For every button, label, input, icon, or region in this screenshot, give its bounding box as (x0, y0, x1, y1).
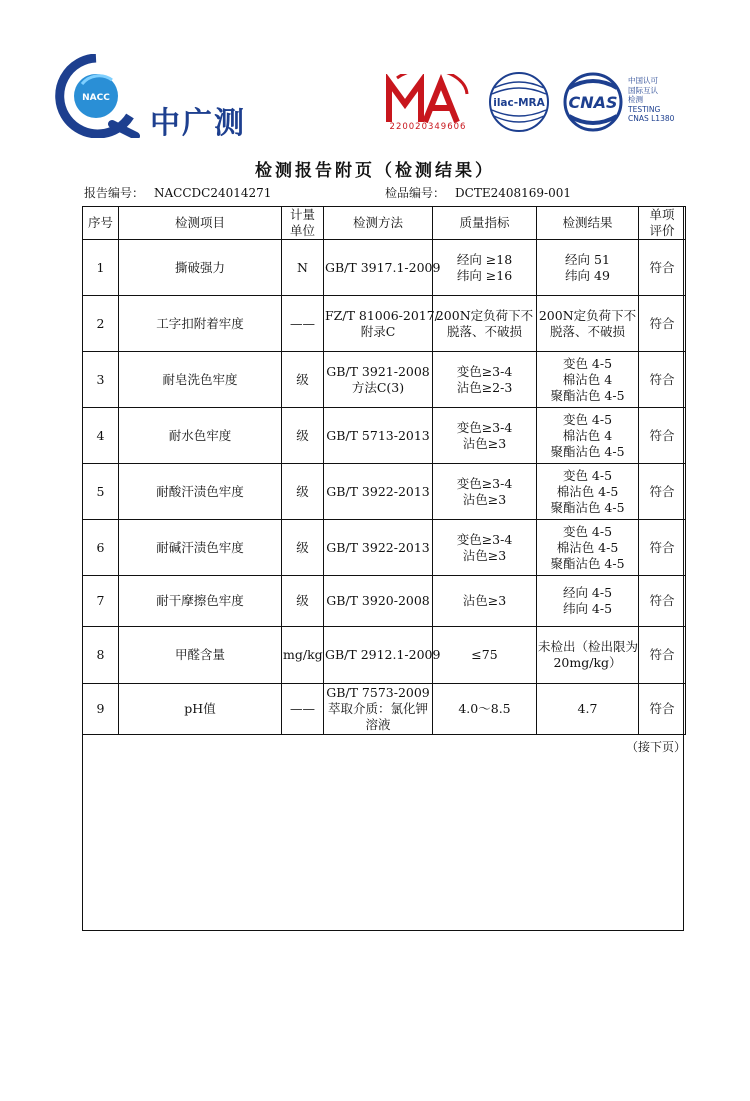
cell-seq: 8 (83, 627, 119, 684)
cell-method (324, 627, 441, 684)
table-row (83, 576, 686, 627)
cell-seq: 5 (83, 464, 119, 520)
cell-result-line: 聚酯沾色 4-5 (550, 387, 625, 403)
cnas-text: CNAS (568, 93, 618, 112)
cell-judge: 符合 (639, 520, 686, 576)
cell-seq: 7 (83, 576, 119, 627)
cell-result (537, 576, 639, 627)
cnas-line: CNAS L1380 (628, 114, 675, 123)
cell-result-line: 脱落、不破损 (549, 323, 625, 339)
cell-result (537, 296, 639, 352)
header-seq: 序号 (83, 207, 119, 240)
cell-method-line: GB/T 5713-2013 (326, 427, 430, 443)
cell-seq: 1 (83, 240, 119, 296)
cell-seq: 2 (83, 296, 119, 352)
report-number-label: 报告编号： (84, 186, 145, 200)
cell-method-line: GB/T 3920-2008 (326, 593, 430, 608)
cell-result-line: 变色 4-5 (562, 355, 613, 371)
cell-result-line: 200N定负荷下不 (538, 307, 637, 323)
cell-result (537, 240, 639, 296)
cell-unit: 级 (282, 408, 324, 464)
cell-result-line: 4.7 (577, 701, 598, 716)
cell-result (537, 352, 639, 408)
cnas-accreditation-info (628, 76, 674, 124)
report-number-value: NACCDC24014271 (154, 186, 272, 200)
cell-standard-line: 沾色≥2-3 (456, 379, 513, 395)
cell-method-line: GB/T 3921-2008 (326, 363, 430, 379)
cell-result-line: 聚酯沾色 4-5 (550, 443, 625, 459)
cell-item: 耐酸汗渍色牢度 (119, 464, 282, 520)
cell-judge: 符合 (639, 408, 686, 464)
continued-note: （接下页） (626, 740, 687, 754)
cell-result-line: 经向 4-5 (562, 585, 613, 600)
header-unit: 计量 单位 (282, 207, 324, 240)
cell-method (324, 240, 441, 296)
cell-standard (433, 352, 537, 408)
page-title: 检测报告附页（检测结果） (255, 161, 495, 181)
cell-method (324, 520, 433, 576)
cell-item: 工字扣附着牢度 (119, 296, 282, 352)
cell-standard-line: 变色≥3-4 (456, 531, 513, 547)
cell-result (537, 520, 639, 576)
header-item: 检测项目 (119, 207, 282, 240)
header-judge: 单项 评价 (639, 207, 686, 240)
cell-result-line: 经向 51 (565, 251, 610, 267)
cell-standard-line: 沾色≥3 (462, 435, 507, 451)
table-row (83, 352, 686, 408)
cell-judge: 符合 (639, 576, 686, 627)
cell-standard-line: 脱落、不破损 (446, 323, 522, 339)
cell-judge: 符合 (639, 296, 686, 352)
ilac-mra-logo-icon (486, 70, 552, 134)
cell-judge: 符合 (639, 684, 686, 735)
cell-result (537, 627, 639, 684)
nacc-logo-text: NACC (82, 93, 110, 103)
cell-item: 耐皂洗色牢度 (119, 352, 282, 408)
cell-item: 甲醛含量 (119, 627, 282, 684)
results-table (82, 206, 686, 735)
cell-method (324, 408, 433, 464)
cell-result-line: 聚酯沾色 4-5 (550, 499, 625, 515)
cell-result (537, 684, 639, 735)
cell-judge: 符合 (639, 627, 686, 684)
cell-method-line: 附录C (360, 323, 396, 339)
cell-result-line: 聚酯沾色 4-5 (550, 555, 625, 571)
cell-standard (433, 684, 537, 735)
nacc-logo-icon (52, 54, 140, 138)
cell-unit: 级 (282, 576, 324, 627)
cell-standard (433, 408, 537, 464)
cell-result-line: 未检出（检出限为 (538, 639, 639, 654)
cell-standard-line: 变色≥3-4 (456, 475, 513, 491)
header-standard: 质量指标 (433, 207, 537, 240)
table-row (83, 464, 686, 520)
cell-result-line: 变色 4-5 (562, 467, 613, 483)
sample-number (385, 184, 571, 201)
cell-result-line: 纬向 4-5 (562, 601, 613, 616)
cell-seq: 3 (83, 352, 119, 408)
cell-item: pH值 (119, 684, 282, 735)
cell-standard-line: 变色≥3-4 (456, 419, 513, 435)
cell-method (324, 464, 433, 520)
cell-judge: 符合 (639, 464, 686, 520)
cell-standard (433, 464, 537, 520)
cell-item: 耐干摩擦色牢度 (119, 576, 282, 627)
cell-standard (433, 627, 537, 684)
sample-number-value: DCTE2408169-001 (455, 186, 571, 200)
report-number (84, 184, 271, 201)
cell-result (537, 408, 639, 464)
cell-method-line: 方法C(3) (351, 379, 405, 395)
cell-standard-line: 沾色≥3 (462, 593, 507, 608)
cell-result (537, 464, 639, 520)
table-row (83, 520, 686, 576)
table-row (83, 296, 686, 352)
cell-method-line: GB/T 3922-2013 (326, 483, 430, 499)
cell-result-line: 棉沾色 4 (562, 371, 613, 387)
cell-item: 撕破强力 (119, 240, 282, 296)
cell-result-line: 棉沾色 4 (562, 427, 613, 443)
cnas-line: TESTING (628, 104, 661, 114)
cell-method (324, 684, 433, 735)
cell-item: 耐水色牢度 (119, 408, 282, 464)
cell-result-line: 变色 4-5 (562, 523, 613, 539)
header-result: 检测结果 (537, 207, 639, 240)
cell-method-line: GB/T 3917.1-2009 (325, 259, 441, 275)
cell-unit: —— (282, 684, 324, 735)
cell-method (324, 576, 433, 627)
cell-unit: 级 (282, 352, 324, 408)
cell-method (324, 296, 439, 352)
cell-standard-line: 经向 ≥18 (456, 251, 513, 267)
ilac-text: ilac-MRA (493, 97, 545, 109)
cell-unit: N (282, 240, 324, 296)
cnas-line: 中国认可 (628, 76, 658, 85)
table-row (83, 627, 686, 684)
cnas-line: 国际互认 (628, 85, 658, 95)
cell-standard-line: 纬向 ≥16 (456, 267, 513, 283)
cell-method-line: GB/T 2912.1-2009 (325, 647, 441, 662)
cell-standard (433, 240, 537, 296)
cell-method-line: GB/T 3922-2013 (326, 539, 430, 555)
cell-judge: 符合 (639, 352, 686, 408)
table-row (83, 684, 686, 735)
cell-method-line: GB/T 7573-2009 (326, 685, 430, 700)
cell-seq: 9 (83, 684, 119, 735)
cell-result-line: 变色 4-5 (562, 411, 613, 427)
cnas-line: 检测 (628, 95, 643, 104)
table-body (83, 240, 686, 735)
cell-seq: 6 (83, 520, 119, 576)
table-row (83, 408, 686, 464)
cell-unit: —— (282, 296, 324, 352)
header-method: 检测方法 (324, 207, 433, 240)
cell-result-line: 棉沾色 4-5 (556, 539, 619, 555)
cnas-logo-icon (559, 72, 627, 132)
cell-standard (433, 520, 537, 576)
cell-standard-line: 200N定负荷下不 (435, 307, 534, 323)
cma-number: 220020349606 (389, 122, 467, 132)
cell-method-line: FZ/T 81006-2017/ (325, 307, 439, 323)
sample-number-label: 检品编号： (385, 186, 446, 200)
cell-standard-line: 4.0～8.5 (458, 701, 511, 716)
cell-standard-line: 变色≥3-4 (456, 363, 513, 379)
cell-result-line: 纬向 49 (565, 267, 610, 283)
cell-unit: mg/kg (282, 627, 324, 684)
company-name: 中广测 (150, 106, 246, 141)
cell-method-line: 溶液 (365, 717, 391, 732)
cell-item: 耐碱汗渍色牢度 (119, 520, 282, 576)
cell-result-line: 20mg/kg） (553, 655, 622, 670)
table-row (83, 240, 686, 296)
table-header-row (83, 207, 686, 240)
cell-standard (433, 296, 537, 352)
cell-seq: 4 (83, 408, 119, 464)
cell-method-line: 萃取介质：氯化钾 (327, 701, 428, 716)
cell-result-line: 棉沾色 4-5 (556, 483, 619, 499)
cell-standard-line: 沾色≥3 (462, 547, 507, 563)
cell-unit: 级 (282, 464, 324, 520)
cell-standard (433, 576, 537, 627)
cell-standard-line: 沾色≥3 (462, 491, 507, 507)
cell-judge: 符合 (639, 240, 686, 296)
cell-method (324, 352, 433, 408)
cell-unit: 级 (282, 520, 324, 576)
cell-standard-line: ≤75 (471, 647, 498, 662)
